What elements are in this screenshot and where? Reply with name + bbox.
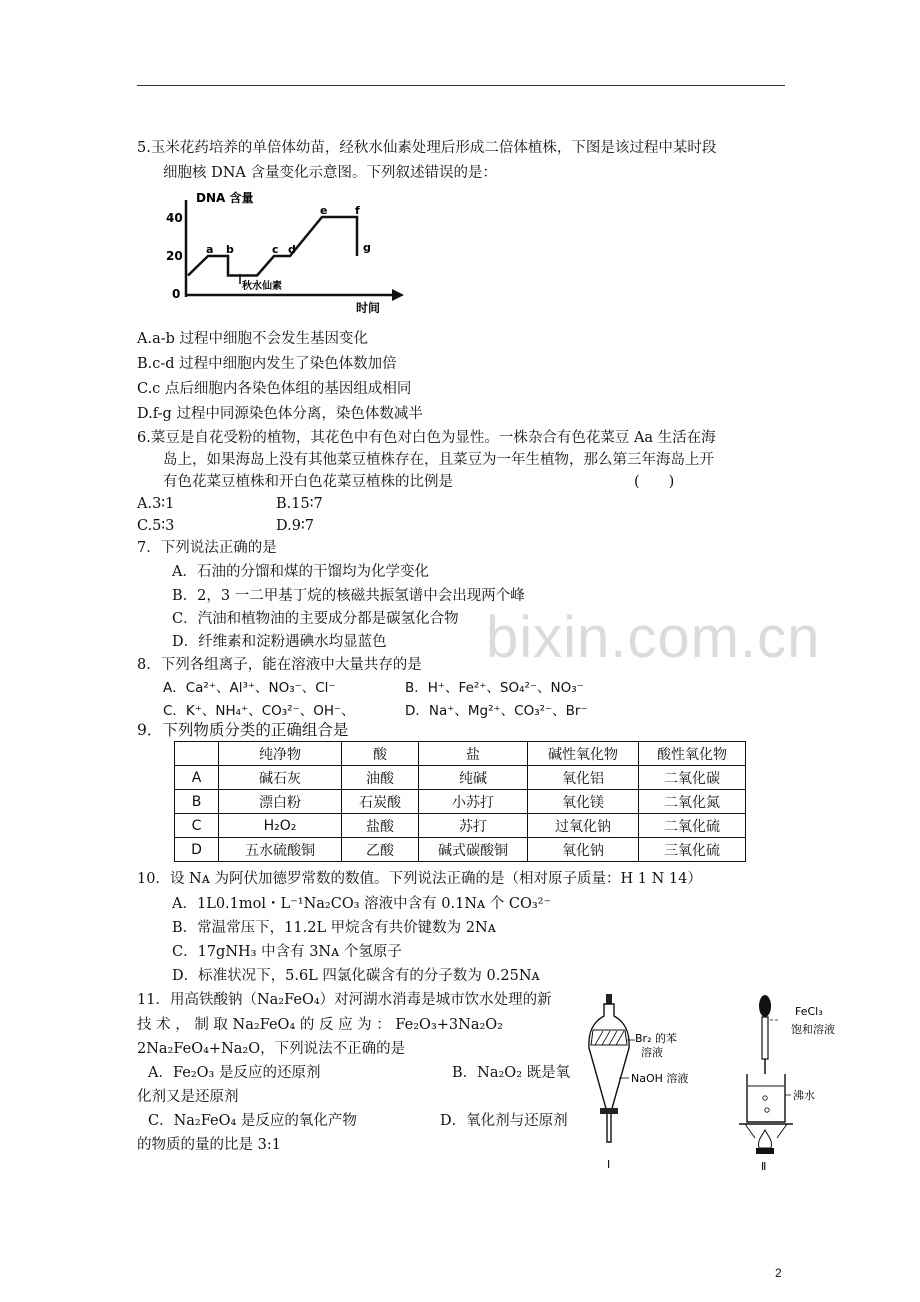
table-cell: 氧化镁	[528, 790, 639, 814]
q8-option-b: B．H⁺、Fe²⁺、SO₄²⁻、NO₃⁻	[405, 680, 584, 696]
watermark: bixin.com.cn	[486, 605, 821, 670]
q6-line2: 岛上，如果海岛上没有其他菜豆植株存在，且菜豆为一年生植物，那么第三年海岛上开	[163, 452, 714, 468]
q7-option-a: A．石油的分馏和煤的干馏均为化学变化	[172, 564, 429, 580]
table-header: 盐	[419, 742, 528, 766]
q10-option-d: D．标准状况下，5.6L 四氯化碳含有的分子数为 0.25Nᴀ	[172, 968, 540, 984]
table-cell: 苏打	[419, 814, 528, 838]
funnel-label-solution: 溶液	[641, 1046, 663, 1059]
stopcock	[600, 1108, 618, 1114]
point-label-g: g	[363, 241, 371, 254]
q6-option-c: C.5∶3	[137, 518, 175, 534]
q11-line3: 2Na₂FeO₄+Na₂O，下列说法不正确的是	[137, 1041, 406, 1057]
q11-option-c: C．Na₂FeO₄ 是反应的氧化产物	[148, 1113, 357, 1129]
y-tick-20: 20	[166, 249, 183, 263]
bubble	[763, 1096, 767, 1100]
table-cell: 二氧化氮	[639, 790, 746, 814]
table-cell: 二氧化碳	[639, 766, 746, 790]
point-label-e: e	[320, 204, 328, 217]
q8-option-d: D．Na⁺、Mg²⁺、CO₃²⁻、Br⁻	[405, 703, 588, 719]
q11-option-a: A．Fe₂O₃ 是反应的还原剂	[148, 1065, 321, 1081]
table-cell: D	[175, 838, 219, 862]
table-header: 碱性氧化物	[528, 742, 639, 766]
tripod-leg	[777, 1124, 787, 1138]
q6-option-a: A.3∶1	[137, 496, 175, 512]
table-cell: 氧化铝	[528, 766, 639, 790]
table-cell: 乙酸	[342, 838, 419, 862]
annotation-colchicine: 秋水仙素	[242, 281, 282, 292]
funnel-label-br2: Br₂ 的苯	[635, 1032, 677, 1045]
table-cell: 过氧化钠	[528, 814, 639, 838]
table-cell: H₂O₂	[219, 814, 342, 838]
q8-option-c: C．K⁺、NH₄⁺、CO₃²⁻、OH⁻、	[163, 703, 355, 719]
stopper	[606, 994, 612, 1004]
table-cell: 小苏打	[419, 790, 528, 814]
funnel-body	[589, 1004, 629, 1142]
dropper-label-saturated: 饱和溶液	[791, 1023, 835, 1036]
q5-stem-line2: 细胞核 DNA 含量变化示意图。下列叙述错误的是：	[163, 165, 498, 181]
table-cell: C	[175, 814, 219, 838]
header-rule	[137, 85, 785, 86]
q5-stem-line1: 5.玉米花药培养的单倍体幼苗，经秋水仙素处理后形成二倍体植株，下图是该过程中某时段	[137, 140, 717, 156]
q5-option-a: A.a-b 过程中细胞不会发生基因变化	[137, 331, 369, 347]
dropper-label-fecl3: FeCl₃	[795, 1005, 823, 1018]
q5-option-c: C.c 点后细胞内各染色体组的基因组成相同	[137, 381, 412, 397]
table-cell: 碱式碳酸铜	[419, 838, 528, 862]
separatory-funnel-diagram	[585, 990, 715, 1175]
point-label-d: d	[288, 243, 296, 256]
table-cell: 漂白粉	[219, 790, 342, 814]
dropper-bulb	[759, 995, 771, 1017]
table-cell: 盐酸	[342, 814, 419, 838]
point-label-c: c	[272, 243, 279, 256]
table-row	[175, 766, 746, 790]
q10-option-b: B．常温常压下，11.2L 甲烷含有共价键数为 2Nᴀ	[172, 920, 496, 936]
q6-line3: 有色花菜豆植株和开白色花菜豆植株的比例是	[163, 474, 453, 490]
bubble	[765, 1108, 769, 1112]
q11-option-b-part2: 化剂又是还原剂	[137, 1089, 239, 1105]
table-cell: 五水硫酸铜	[219, 838, 342, 862]
y-tick-0: 0	[172, 287, 181, 301]
table-cell: 纯碱	[419, 766, 528, 790]
point-label-f: f	[355, 204, 360, 217]
q5-option-d: D.f-g 过程中同源染色体分离，染色体数减半	[137, 406, 423, 422]
q6-option-d: D.9∶7	[276, 518, 314, 534]
q8-stem: 8．下列各组离子，能在溶液中大量共存的是	[137, 657, 422, 673]
point-label-a: a	[206, 243, 214, 256]
x-axis-label: 时间	[356, 301, 381, 315]
q9-stem: 9．下列物质分类的正确组合是	[137, 721, 349, 739]
table-cell: 油酸	[342, 766, 419, 790]
table-cell: 石炭酸	[342, 790, 419, 814]
q11-option-d-part1: D．氧化剂与还原剂	[440, 1113, 568, 1129]
q10-stem: 10．设 Nᴀ 为阿伏加德罗常数的数值。下列说法正确的是（相对原子质量：H 1 N 14）	[137, 871, 702, 887]
x-axis-arrow	[392, 289, 404, 301]
page-number: 2	[775, 1266, 782, 1280]
burner-base	[756, 1148, 774, 1154]
point-labels	[206, 204, 371, 256]
beaker	[747, 1074, 785, 1122]
table-cell: 碱石灰	[219, 766, 342, 790]
q11-line2: 技 术 ， 制 取 Na₂FeO₄ 的 反 应 为 ： Fe₂O₃+3Na₂O₂	[137, 1017, 503, 1033]
q7-option-c: C．汽油和植物油的主要成分都是碳氢化合物	[172, 611, 459, 627]
q11-option-b-part1: B．Na₂O₂ 既是氧	[452, 1065, 571, 1081]
q7-option-d: D．纤维素和淀粉遇碘水均显蓝色	[172, 634, 387, 650]
funnel-caption: Ⅰ	[607, 1158, 611, 1171]
burner-flame	[759, 1130, 772, 1148]
classification-table	[174, 741, 746, 862]
table-header: 酸	[342, 742, 419, 766]
q5-option-b: B.c-d 过程中细胞内发生了染色体数加倍	[137, 356, 397, 372]
table-header	[175, 742, 219, 766]
beaker-caption: Ⅱ	[761, 1160, 767, 1173]
table-cell: 二氧化硫	[639, 814, 746, 838]
tripod-leg	[745, 1124, 755, 1138]
q8-option-a: A．Ca²⁺、Al³⁺、NO₃⁻、Cl⁻	[163, 680, 336, 696]
q6-line1: 6.菜豆是自花受粉的植物，其花色中有色对白色为显性。一株杂合有色花菜豆 Aa 生活在海	[137, 430, 716, 446]
q7-stem: 7．下列说法正确的是	[137, 540, 277, 556]
table-cell: A	[175, 766, 219, 790]
graph-title: DNA 含量	[196, 191, 254, 205]
table-row	[175, 790, 746, 814]
table-header-row	[175, 742, 746, 766]
funnel-label-naoh: NaOH 溶液	[631, 1072, 689, 1085]
table-row	[175, 838, 746, 862]
beaker-label-boiling-water: 沸水	[793, 1089, 815, 1102]
dropper-tube	[762, 1017, 768, 1059]
q6-answer-paren: ( )	[634, 474, 675, 490]
q6-option-b: B.15∶7	[276, 496, 323, 512]
q10-option-c: C．17gNH₃ 中含有 3Nᴀ 个氢原子	[172, 944, 402, 960]
table-header: 纯净物	[219, 742, 342, 766]
q11-line1: 11．用高铁酸钠（Na₂FeO₄）对河湖水消毒是城市饮水处理的新	[137, 992, 552, 1008]
beaker-heating-diagram	[725, 990, 855, 1175]
point-label-b: b	[226, 243, 234, 256]
table-cell: 三氧化硫	[639, 838, 746, 862]
table-header: 酸性氧化物	[639, 742, 746, 766]
dna-content-graph	[160, 185, 410, 320]
table-row	[175, 814, 746, 838]
table-cell: 氧化钠	[528, 838, 639, 862]
q10-option-a: A．1L0.1mol・L⁻¹Na₂CO₃ 溶液中含有 0.1Nᴀ 个 CO₃²⁻	[172, 896, 552, 912]
table-cell: B	[175, 790, 219, 814]
y-tick-40: 40	[166, 211, 183, 225]
q11-option-d-part2: 的物质的量的比是 3:1	[137, 1137, 281, 1153]
q7-option-b: B．2，3 一二甲基丁烷的核磁共振氢谱中会出现两个峰	[172, 588, 525, 604]
